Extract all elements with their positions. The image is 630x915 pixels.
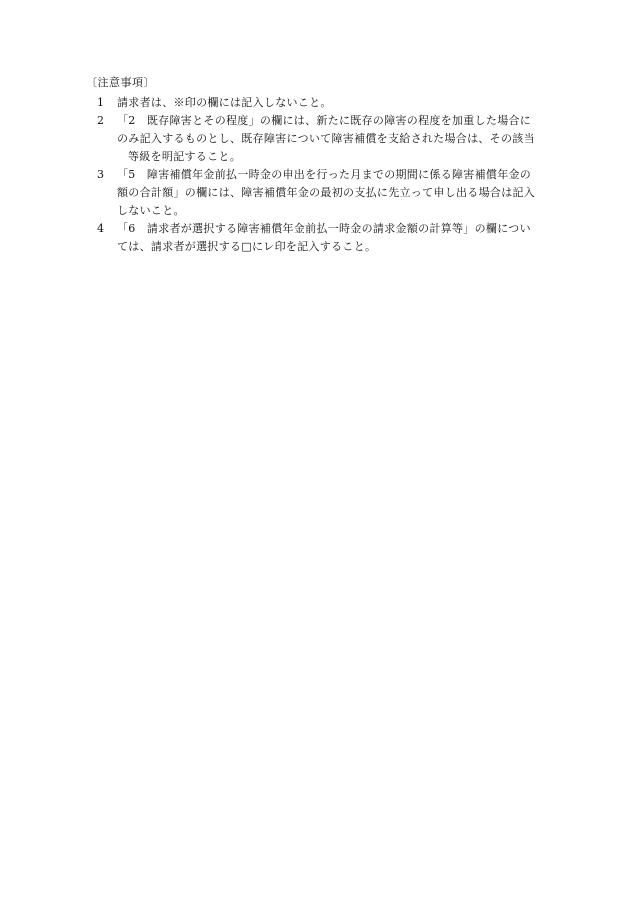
note-number: 1	[97, 96, 104, 109]
note-line: 額の合計額」の欄には、障害補償年金の最初の支払に先立って申し出る場合は記入	[117, 186, 536, 199]
note-line: 請求者は、※印の欄には記入しないこと。	[117, 96, 332, 109]
note-line: のみ記入するものとし、既存障害について障害補償を支給された場合は、その該当	[117, 132, 535, 145]
note-item-4	[86, 220, 556, 256]
note-text	[113, 112, 556, 166]
note-item-1	[86, 94, 556, 112]
note-number: 4	[97, 222, 104, 235]
note-line: 「5 障害補償年金前払一時金の申出を行った月までの期間に係る障害補償年金の	[117, 168, 532, 181]
note-text	[113, 166, 556, 220]
note-line: ては、請求者が選択する□にレ印を記入すること。	[117, 240, 377, 253]
note-item-2	[86, 112, 556, 166]
note-text	[113, 220, 556, 256]
note-line: しないこと。	[117, 204, 185, 217]
note-item-3	[86, 166, 556, 220]
notes-section	[86, 74, 556, 256]
note-number: 3	[97, 168, 104, 181]
note-text	[113, 94, 556, 112]
note-line: 等級を明記すること。	[128, 150, 241, 163]
notes-title: 〔注意事項〕	[86, 76, 155, 89]
note-line: 「2 既存障害とその程度」の欄には、新たに既存の障害の程度を加重した場合に	[117, 114, 532, 127]
note-number: 2	[97, 114, 104, 127]
note-line: 「6 請求者が選択する障害補償年金前払一時金の請求金額の計算等」の欄につい	[117, 222, 531, 235]
